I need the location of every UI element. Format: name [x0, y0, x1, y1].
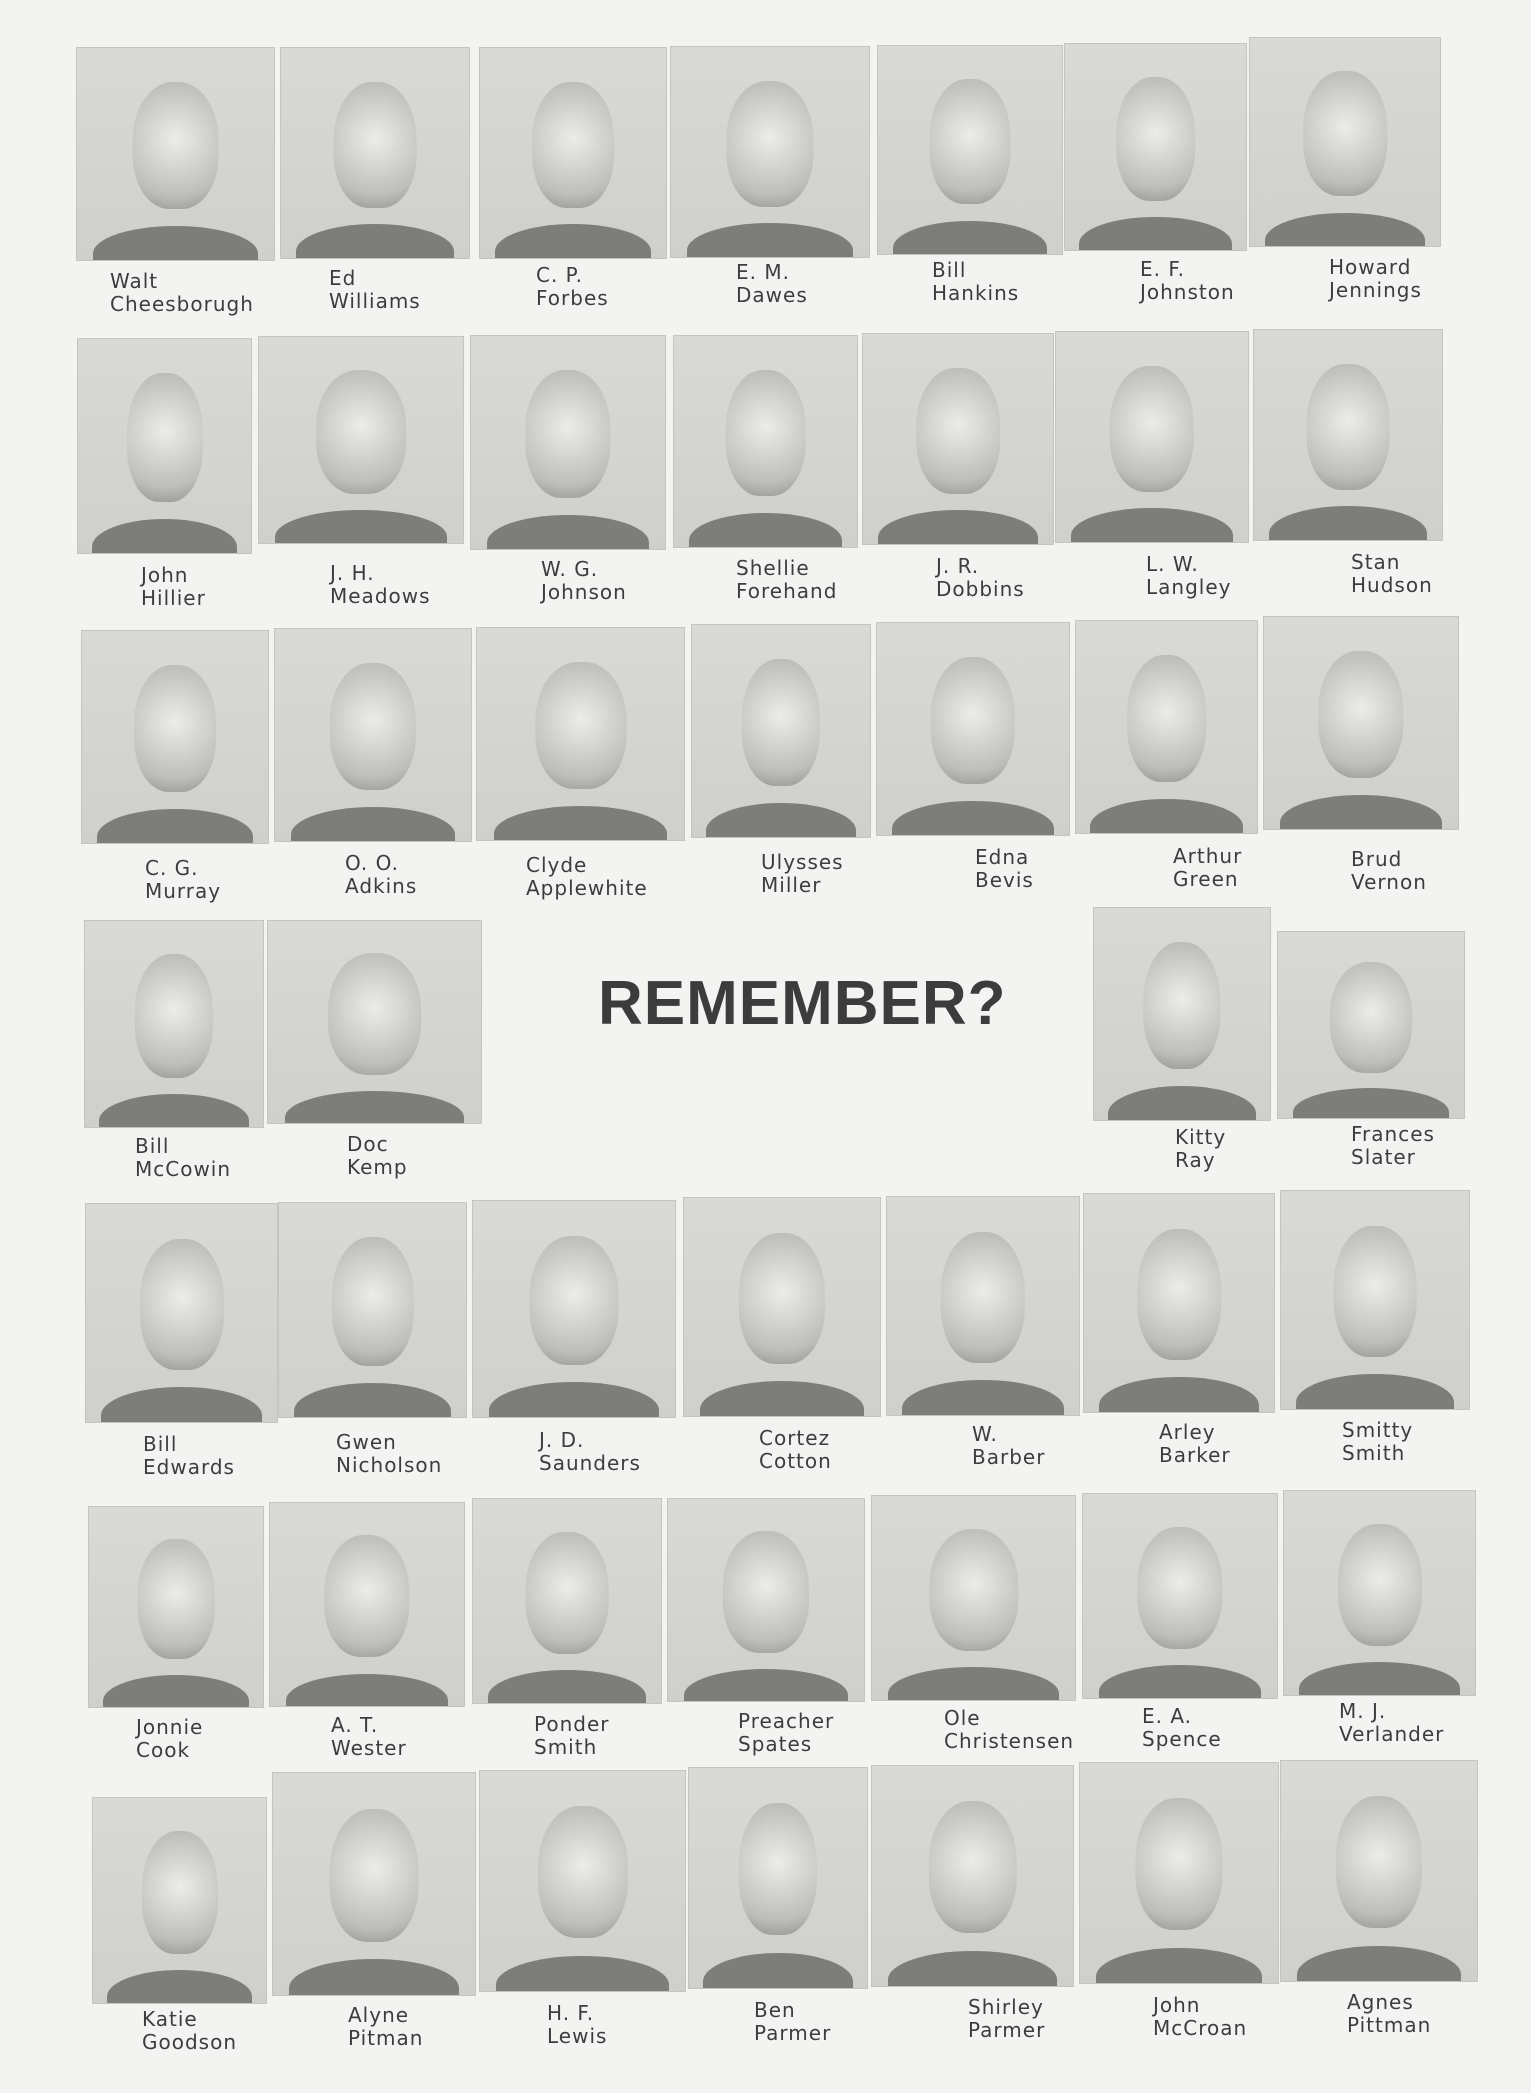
- portrait-photo: [871, 1495, 1076, 1701]
- portrait-photo: [871, 1765, 1074, 1987]
- portrait-photo: [81, 630, 269, 844]
- portrait-photo: [667, 1498, 865, 1702]
- portrait-caption: Bill Hankins: [932, 258, 1020, 305]
- portrait-photo: [470, 335, 666, 550]
- portrait-photo: [670, 46, 870, 258]
- portrait-photo: [1280, 1760, 1478, 1982]
- portrait-caption: Ponder Smith: [534, 1712, 610, 1759]
- portrait-photo: [85, 1203, 278, 1423]
- portrait-caption: John Hillier: [141, 563, 206, 610]
- portrait-photo: [278, 1202, 467, 1418]
- portrait-photo: [272, 1772, 476, 1996]
- portrait-caption: Preacher Spates: [738, 1709, 835, 1756]
- portrait-photo: [1249, 37, 1441, 247]
- portrait-photo: [1079, 1762, 1279, 1984]
- portrait-caption: M. J. Verlander: [1339, 1699, 1445, 1746]
- portrait-photo: [258, 336, 464, 544]
- portrait-caption: E. F. Johnston: [1140, 257, 1235, 304]
- portrait-photo: [280, 47, 470, 259]
- portrait-photo: [1083, 1193, 1275, 1413]
- portrait-photo: [688, 1767, 868, 1989]
- portrait-photo: [1280, 1190, 1470, 1410]
- portrait-photo: [472, 1498, 662, 1704]
- portrait-caption: L. W. Langley: [1146, 552, 1232, 599]
- portrait-photo: [1093, 907, 1271, 1121]
- portrait-photo: [1082, 1493, 1278, 1699]
- portrait-photo: [877, 45, 1063, 255]
- portrait-caption: Clyde Applewhite: [526, 853, 648, 900]
- portrait-photo: [1253, 329, 1443, 541]
- portrait-caption: Ulysses Miller: [761, 850, 844, 897]
- portrait-photo: [274, 628, 472, 842]
- portrait-caption: E. A. Spence: [1142, 1704, 1222, 1751]
- portrait-caption: Agnes Pittman: [1347, 1990, 1432, 2037]
- portrait-photo: [472, 1200, 676, 1418]
- portrait-photo: [479, 47, 667, 259]
- portrait-photo: [1064, 43, 1247, 251]
- portrait-photo: [683, 1197, 881, 1417]
- portrait-caption: Ole Christensen: [944, 1706, 1075, 1753]
- portrait-photo: [76, 47, 275, 261]
- portrait-caption: A. T. Wester: [331, 1713, 407, 1760]
- portrait-caption: Frances Slater: [1351, 1122, 1435, 1169]
- portrait-caption: J. R. Dobbins: [936, 554, 1025, 601]
- portrait-caption: Bill McCowin: [135, 1134, 232, 1181]
- page-title: REMEMBER?: [598, 969, 1007, 1038]
- portrait-photo: [1075, 620, 1258, 834]
- portrait-photo: [1277, 931, 1465, 1119]
- portrait-caption: Shellie Forehand: [736, 556, 838, 603]
- portrait-caption: H. F. Lewis: [547, 2001, 608, 2048]
- portrait-caption: O. O. Adkins: [345, 851, 418, 898]
- portrait-caption: J. D. Saunders: [539, 1428, 641, 1475]
- portrait-caption: Ben Parmer: [754, 1998, 832, 2045]
- portrait-caption: Doc Kemp: [347, 1132, 408, 1179]
- portrait-caption: Smitty Smith: [1342, 1418, 1414, 1465]
- portrait-photo: [1283, 1490, 1476, 1696]
- portrait-caption: Alyne Pitman: [348, 2003, 424, 2050]
- portrait-caption: Walt Cheesborugh: [110, 269, 254, 316]
- portrait-photo: [673, 335, 858, 548]
- portrait-photo: [1263, 616, 1459, 830]
- portrait-photo: [876, 622, 1070, 836]
- portrait-caption: Brud Vernon: [1351, 847, 1427, 894]
- portrait-caption: E. M. Dawes: [736, 260, 808, 307]
- portrait-photo: [1055, 331, 1249, 543]
- portrait-caption: Arley Barker: [1159, 1420, 1231, 1467]
- portrait-caption: W. Barber: [972, 1422, 1046, 1469]
- portrait-caption: Cortez Cotton: [759, 1426, 832, 1473]
- portrait-caption: Arthur Green: [1173, 844, 1243, 891]
- portrait-caption: Stan Hudson: [1351, 550, 1433, 597]
- portrait-photo: [886, 1196, 1080, 1416]
- portrait-caption: Shirley Parmer: [968, 1995, 1046, 2042]
- portrait-caption: C. G. Murray: [145, 856, 222, 903]
- portrait-photo: [88, 1506, 264, 1708]
- portrait-caption: John McCroan: [1153, 1993, 1248, 2040]
- portrait-caption: Katie Goodson: [142, 2007, 237, 2054]
- portrait-caption: J. H. Meadows: [330, 561, 431, 608]
- portrait-caption: Howard Jennings: [1329, 255, 1422, 302]
- portrait-photo: [479, 1770, 686, 1992]
- portrait-caption: Ed Williams: [329, 266, 421, 313]
- portrait-caption: Edna Bevis: [975, 845, 1034, 892]
- portrait-caption: C. P. Forbes: [536, 263, 609, 310]
- portrait-caption: Kitty Ray: [1175, 1125, 1227, 1172]
- portrait-caption: Gwen Nicholson: [336, 1430, 443, 1477]
- portrait-caption: Bill Edwards: [143, 1432, 235, 1479]
- portrait-photo: [92, 1797, 267, 2004]
- portrait-photo: [691, 624, 871, 838]
- portrait-caption: W. G. Johnson: [541, 557, 627, 604]
- portrait-photo: [84, 920, 264, 1128]
- portrait-photo: [77, 338, 252, 554]
- portrait-photo: [269, 1502, 465, 1707]
- portrait-photo: [267, 920, 482, 1124]
- portrait-photo: [476, 627, 685, 841]
- portrait-photo: [862, 333, 1054, 545]
- portrait-caption: Jonnie Cook: [136, 1715, 204, 1762]
